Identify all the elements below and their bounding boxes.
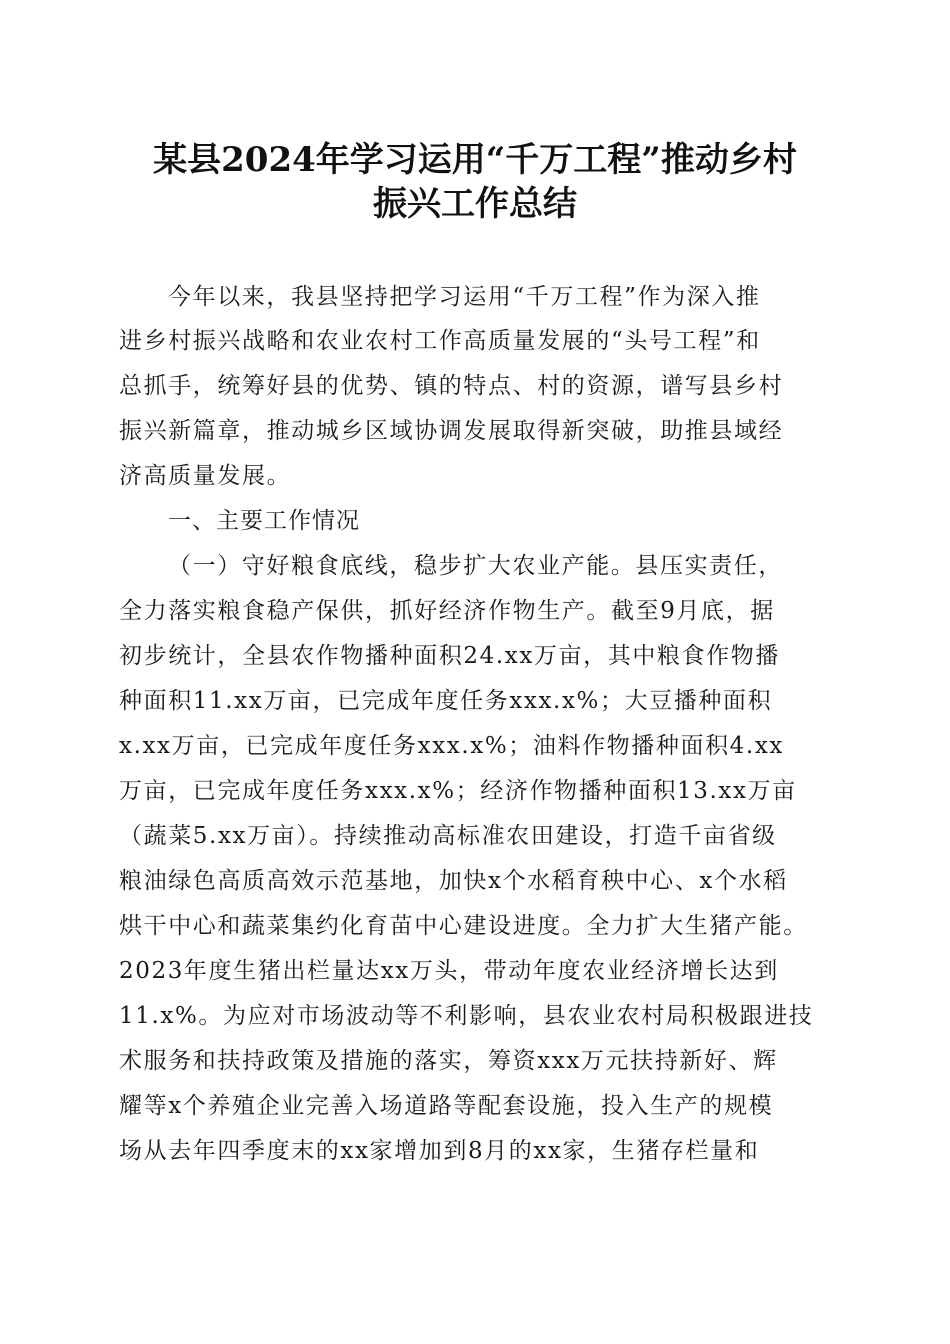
- body-line-14: 场从去年四季度末的xx家增加到8月的xx家，生猪存栏量和: [119, 1138, 760, 1164]
- intro-line-3: 总抓手，统筹好县的优势、镇的特点、村的资源，谱写县乡村: [119, 373, 784, 399]
- intro-line-5: 济高质量发展。: [119, 463, 292, 489]
- body-line-1: （一）守好粮食底线，稳步扩大农业产能。县压实责任，: [168, 553, 783, 579]
- document-title-line-1: 某县2024年学习运用“千万工程”推动乡村: [153, 140, 797, 180]
- body-line-12: 术服务和扶持政策及措施的落实，筹资xxx万元扶持新好、辉: [119, 1048, 778, 1074]
- section-heading: 一、主要工作情况: [168, 508, 360, 534]
- body-line-8: 粮油绿色高质高效示范基地，加快x个水稻育秧中心、x个水稻: [119, 868, 788, 894]
- body-line-7: （蔬菜5.xx万亩）。持续推动高标准农田建设，打造千亩省级: [119, 823, 777, 849]
- body-line-4: 种面积11.xx万亩，已完成年度任务xxx.x%；大豆播种面积: [119, 688, 773, 714]
- body-line-5: x.xx万亩，已完成年度任务xxx.x%；油料作物播种面积4.xx: [119, 733, 784, 759]
- body-line-11: 11.x%。为应对市场波动等不利影响，县农业农村局积极跟进技: [119, 1003, 814, 1029]
- body-line-13: 耀等x个养殖企业完善入场道路等配套设施，投入生产的规模: [119, 1093, 774, 1119]
- body-line-10: 2023年度生猪出栏量达xx万头，带动年度农业经济增长达到: [119, 958, 779, 984]
- document-title-line-2: 振兴工作总结: [373, 184, 577, 224]
- body-line-6: 万亩，已完成年度任务xxx.x%；经济作物播种面积13.xx万亩: [119, 778, 797, 804]
- intro-line-2: 进乡村振兴战略和农业农村工作高质量发展的“头号工程”和: [119, 328, 761, 354]
- body-line-3: 初步统计，全县农作物播种面积24.xx万亩，其中粮食作物播: [119, 643, 780, 669]
- body-line-2: 全力落实粮食稳产保供，抓好经济作物生产。截至9月底，据: [119, 598, 775, 624]
- body-line-9: 烘干中心和蔬菜集约化育苗中心建设进度。全力扩大生猪产能。: [119, 913, 808, 939]
- intro-line-4: 振兴新篇章，推动城乡区域协调发展取得新突破，助推县域经: [119, 418, 784, 444]
- intro-line-1: 今年以来，我县坚持把学习运用“千万工程”作为深入推: [168, 284, 761, 310]
